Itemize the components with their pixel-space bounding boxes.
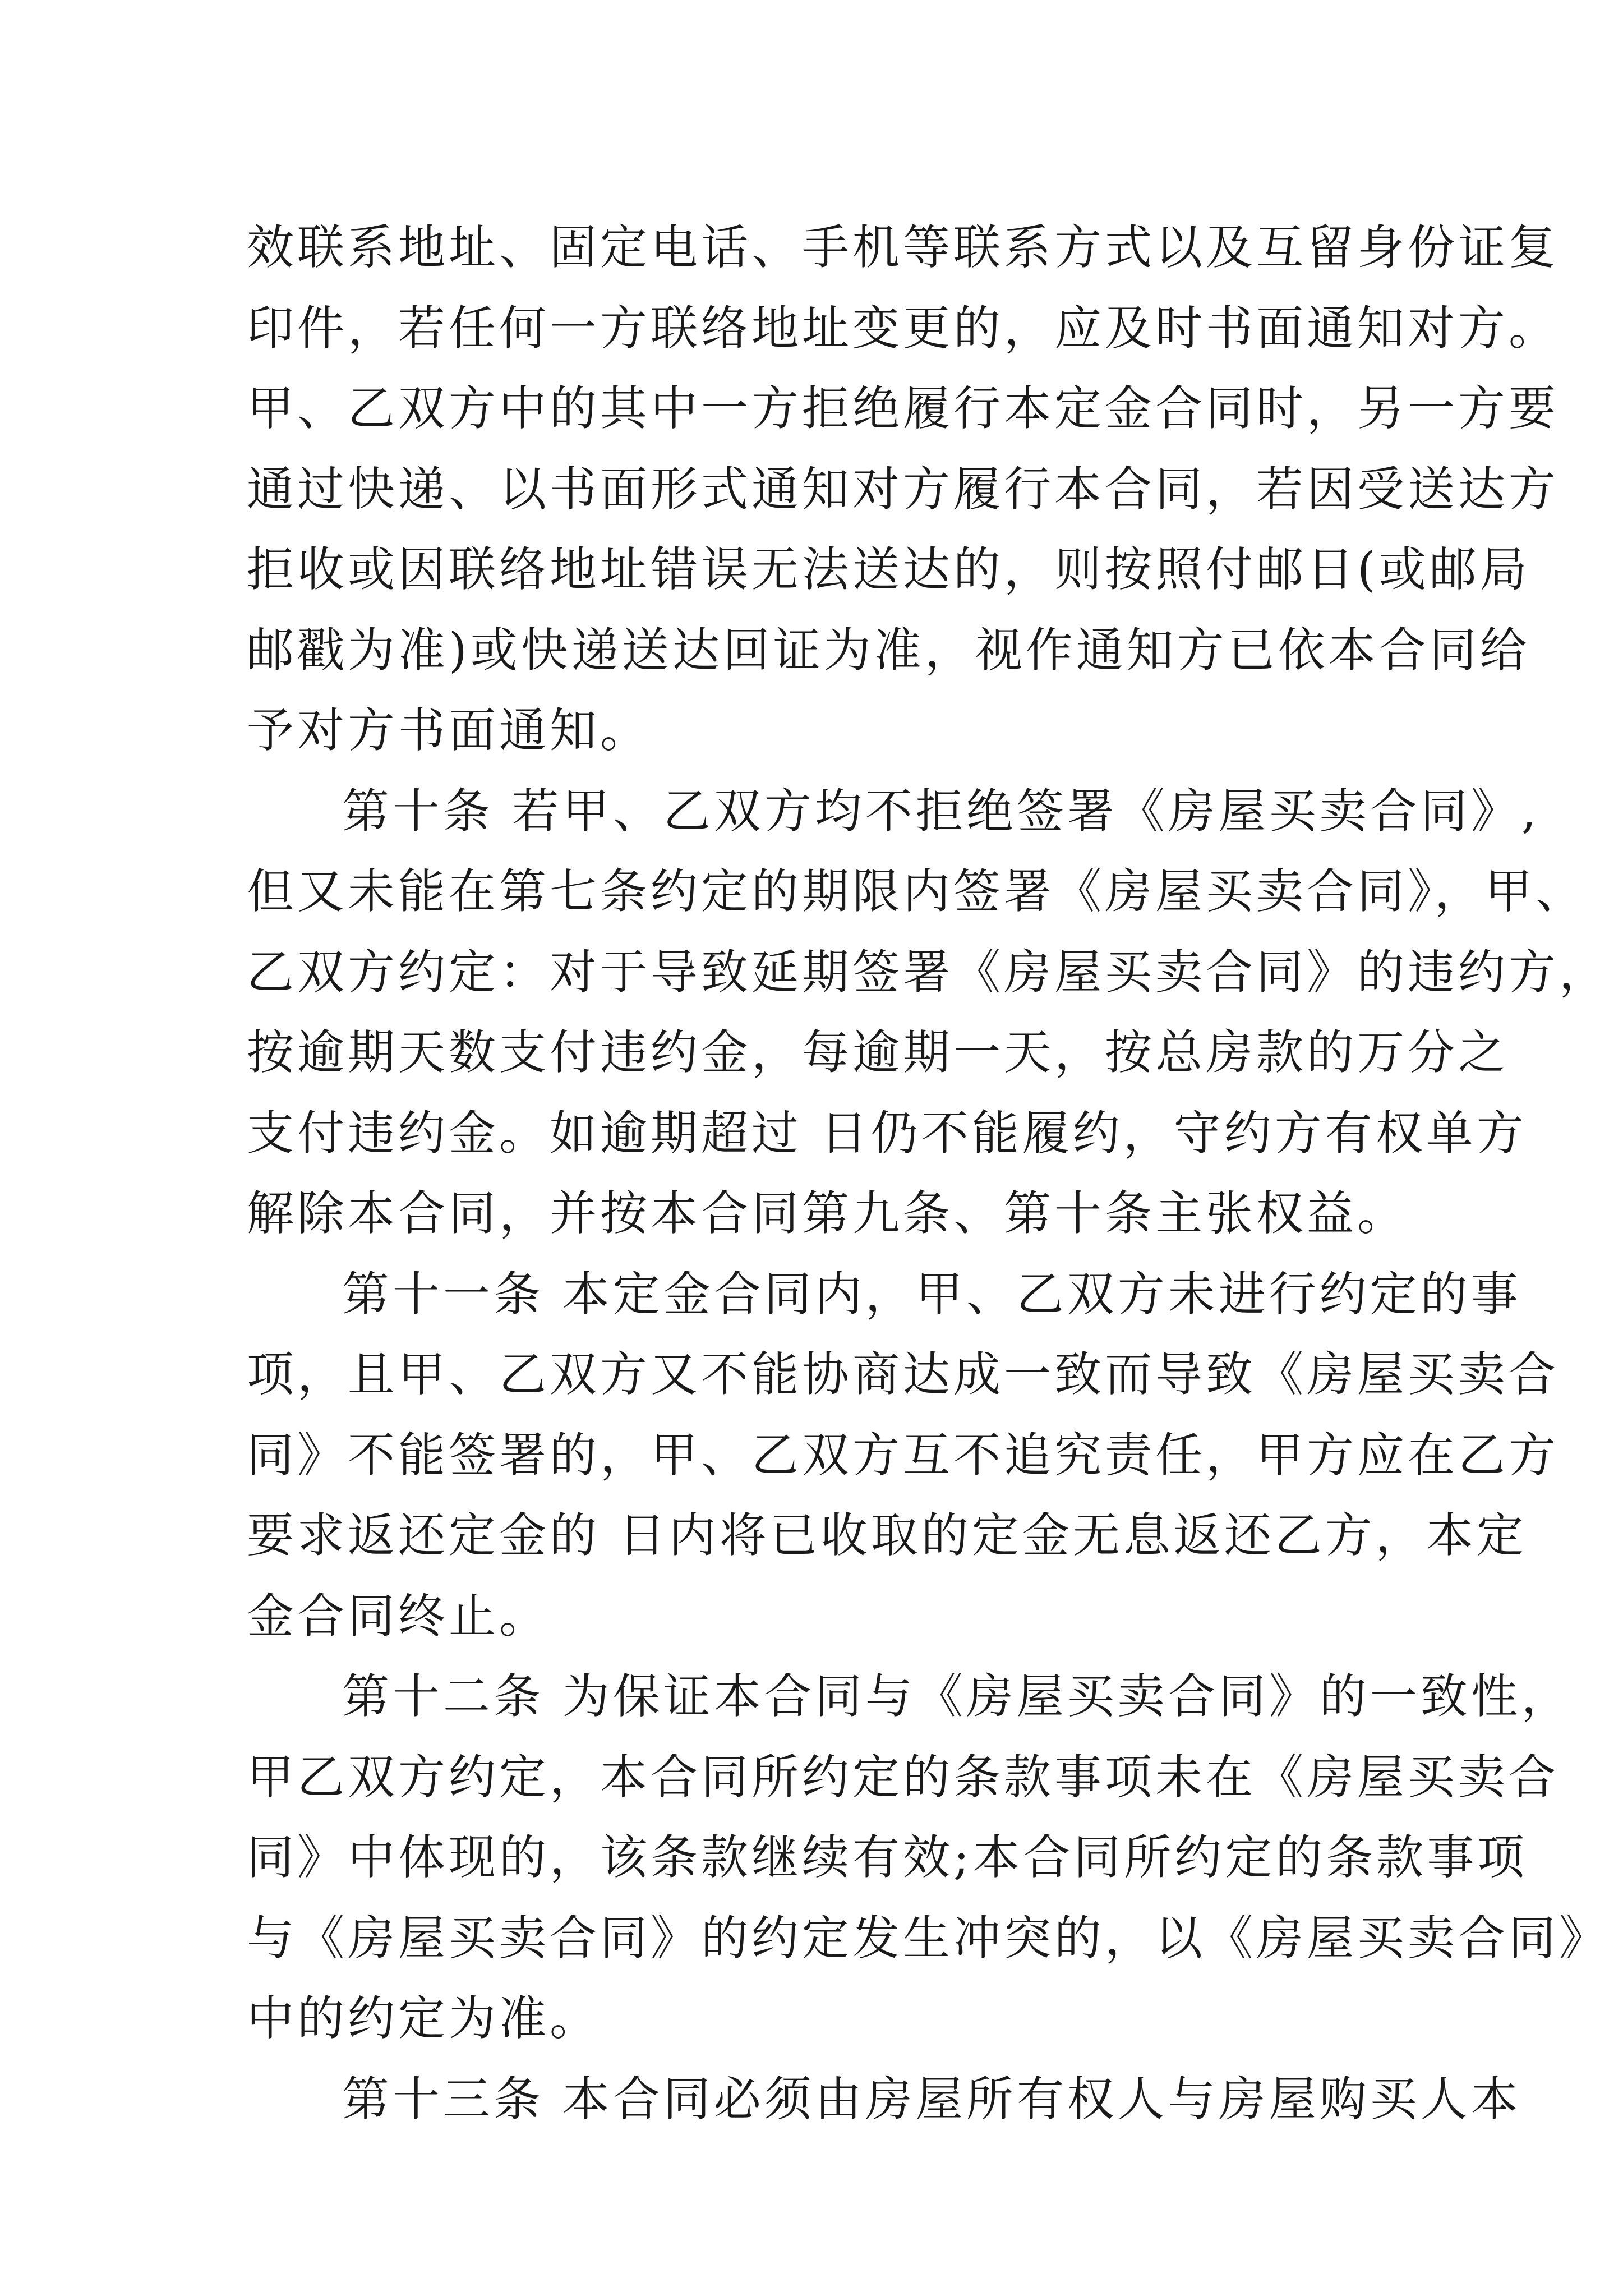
text-line: 支付违约金。如逾期超过 日仍不能履约，守约方有权单方: [247, 1105, 1527, 1161]
text-line: 乙双方约定：对于导致延期签署《房屋买卖合同》的违约方，: [247, 944, 1610, 1000]
contract-text-body: [247, 208, 1610, 2139]
text-line: 效联系地址、固定电话、手机等联系方式以及互留身份证复: [247, 220, 1560, 275]
article-13-first-line: 第十三条 本合同必须由房屋所有权人与房屋购买人本: [342, 2071, 1521, 2127]
text-line: 但又未能在第七条约定的期限内签署《房屋买卖合同》，甲、: [247, 864, 1587, 919]
text-line: 予对方书面通知。: [247, 703, 651, 758]
text-line: 按逾期天数支付违约金，每逾期一天，按总房款的万分之: [247, 1025, 1509, 1080]
text-line: 解除本合同，并按本合同第九条、第十条主张权益。: [247, 1186, 1408, 1241]
text-line: 拒收或因联络地址错误无法送达的，则按照付邮日(或邮局: [247, 542, 1530, 597]
text-line: 甲、乙双方中的其中一方拒绝履行本定金合同时，另一方要: [247, 381, 1560, 436]
text-line: 甲乙双方约定，本合同所约定的条款事项未在《房屋买卖合: [247, 1749, 1560, 1805]
article-11-first-line: 第十一条 本定金合同内，甲、乙双方未进行约定的事: [342, 1266, 1521, 1322]
article-10-first-line: 第十条 若甲、乙双方均不拒绝签署《房屋买卖合同》,: [342, 783, 1540, 839]
text-line: 要求返还定金的 日内将已收取的定金无息返还乙方，本定: [247, 1508, 1527, 1563]
text-line: 项，且甲、乙双方又不能协商达成一致而导致《房屋买卖合: [247, 1347, 1560, 1402]
text-line: 同》中体现的，该条款继续有效;本合同所约定的条款事项: [247, 1830, 1528, 1885]
text-line: 同》不能签署的，甲、乙双方互不追究责任，甲方应在乙方: [247, 1427, 1560, 1483]
text-line: 邮戳为准)或快递送达回证为准，视作通知方已依本合同给: [247, 622, 1530, 678]
text-line: 通过快递、以书面形式通知对方履行本合同，若因受送达方: [247, 461, 1560, 517]
text-line: 印件，若任何一方联络地址变更的，应及时书面通知对方。: [247, 300, 1560, 356]
text-line: 金合同终止。: [247, 1588, 550, 1644]
text-line: 与《房屋买卖合同》的约定发生冲突的，以《房屋买卖合同》: [247, 1910, 1610, 1966]
text-line: 中的约定为准。: [247, 1991, 601, 2046]
article-12-first-line: 第十二条 为保证本合同与《房屋买卖合同》的一致性，: [342, 1669, 1572, 1724]
